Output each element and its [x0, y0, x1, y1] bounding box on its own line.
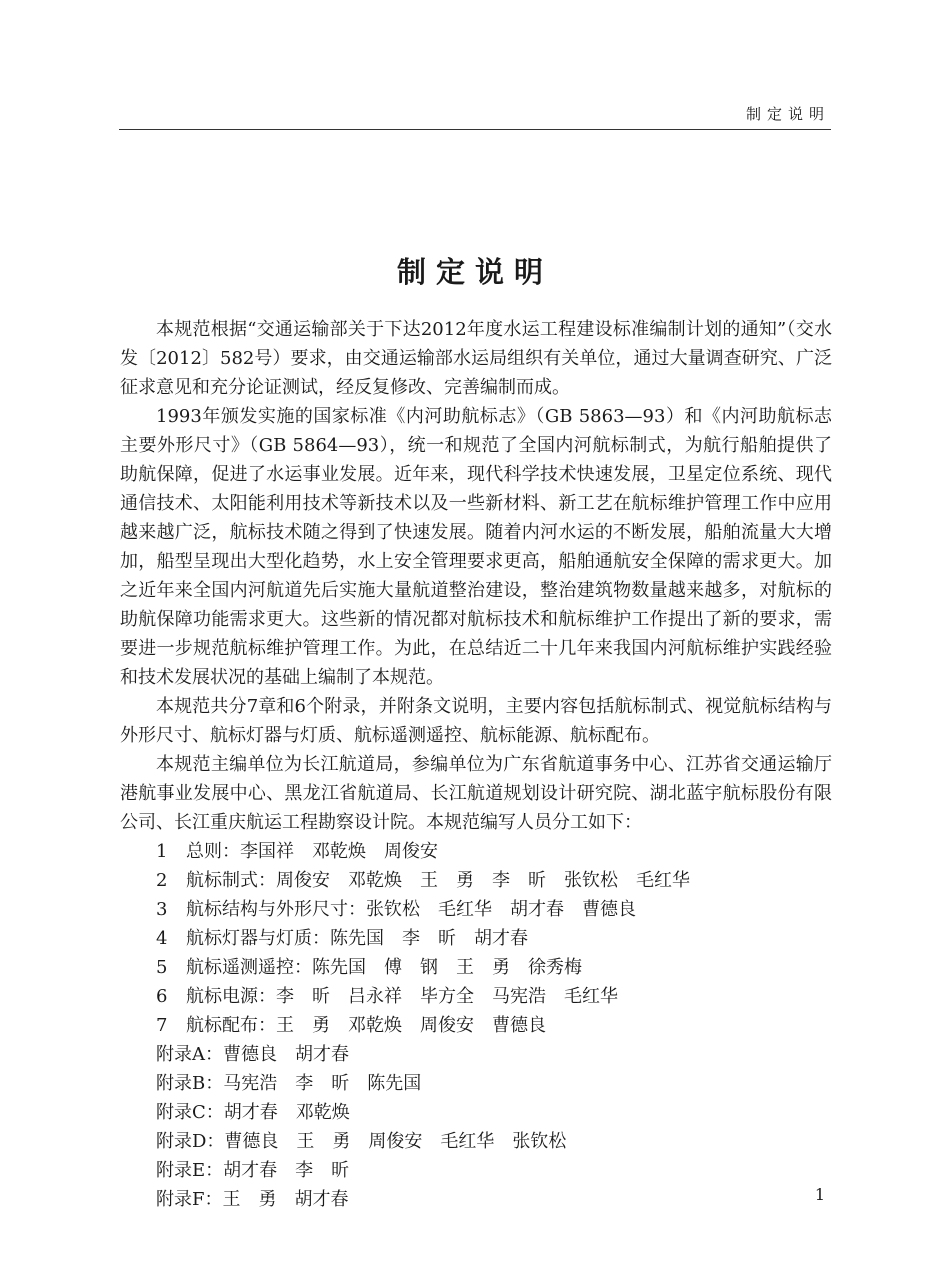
chapter-authors: 航标制式：周俊安 邓乾焕 王 勇 李 昕 张钦松 毛红华 — [186, 870, 690, 891]
list-item — [120, 924, 832, 953]
chapter-authors: 航标结构与外形尺寸：张钦松 毛红华 胡才春 曹德良 — [186, 899, 636, 920]
appendix-item: 附录F：王 勇 胡才春 — [156, 1189, 349, 1210]
chapter-number: 2 — [156, 870, 168, 891]
chapter-authors: 航标灯器与灯质：陈先国 李 昕 胡才春 — [186, 928, 528, 949]
list-item — [120, 982, 832, 1011]
body-text — [120, 315, 832, 1214]
chapter-author-list — [120, 837, 832, 1040]
appendix-item: 附录E：胡才春 李 昕 — [156, 1160, 350, 1181]
chapter-authors: 航标配布：王 勇 邓乾焕 周俊安 曹德良 — [186, 1015, 546, 1036]
chapter-number: 4 — [156, 928, 168, 949]
chapter-number: 7 — [156, 1015, 168, 1036]
list-item — [120, 837, 832, 866]
running-head: 制定说明 — [745, 105, 830, 123]
header-rule — [119, 129, 831, 130]
appendix-item: 附录D：曹德良 王 勇 周俊安 毛红华 张钦松 — [156, 1131, 567, 1152]
paragraph-background: 1993年颁发实施的国家标准《内河助航标志》（GB 5863—93）和《内河助航标志主要外形尺寸》（GB 5864—93），统一和规范了全国内河航标制式，为航行船舶提供了助航保障，促进了水运事业发展。近年来，现代科学技术快速发展，卫星定位系统、现代通信技术、太阳能利用技术等新技术以及一些新材料、新工艺在航标维护管理工作中应用越来越广泛，航标技术随之得到了快速发展。随着内河水运的不断发展，船舶流量大大增加，船型呈现出大型化趋势，水上安全管理要求更高，船舶通航安全保障的需求更大。加之近年来全国内河航道先后实施大量航道整治建设，整治建筑物数量越来越多，对航标的助航保障功能需求更大。这些新的情况都对航标技术和航标维护工作提出了新的要求，需要进一步规范航标维护管理工作。为此，在总结近二十几年来我国内河航标维护实践经验和技术发展状况的基础上编制了本规范。 — [120, 406, 832, 688]
page-title: 制定说明 — [396, 255, 553, 289]
appendix-item: 附录B：马宪浩 李 昕 陈先国 — [156, 1073, 422, 1094]
chapter-number: 5 — [156, 957, 168, 978]
paragraph-intro: 本规范根据“交通运输部关于下达2012年度水运工程建设标准编制计划的通知”（交水发〔2012〕582号）要求，由交通运输部水运局组织有关单位，通过大量调查研究、广泛征求意见和充分论证测试，经反复修改、完善编制而成。 — [120, 319, 832, 398]
paragraph-units: 本规范主编单位为长江航道局，参编单位为广东省航道事务中心、江苏省交通运输厅港航事业发展中心、黑龙江省航道局、长江航道规划设计研究院、湖北蓝宇航标股份有限公司、长江重庆航运工程勘察设计院。本规范编写人员分工如下： — [120, 754, 832, 833]
list-item — [120, 866, 832, 895]
appendix-item: 附录A：曹德良 胡才春 — [156, 1044, 349, 1065]
paragraph-contents: 本规范共分7章和6个附录，并附条文说明，主要内容包括航标制式、视觉航标结构与外形尺寸、航标灯器与灯质、航标遥测遥控、航标能源、航标配布。 — [120, 696, 832, 746]
chapter-number: 6 — [156, 986, 168, 1007]
chapter-authors: 航标电源：李 昕 吕永祥 毕方全 马宪浩 毛红华 — [186, 986, 618, 1007]
chapter-authors: 总则：李国祥 邓乾焕 周俊安 — [186, 841, 438, 862]
list-item — [120, 953, 832, 982]
list-item — [120, 1011, 832, 1040]
appendix-author-list — [120, 1040, 832, 1214]
chapter-authors: 航标遥测遥控：陈先国 傅 钢 王 勇 徐秀梅 — [186, 957, 582, 978]
chapter-number: 1 — [156, 841, 168, 862]
chapter-number: 3 — [156, 899, 168, 920]
page-number: 1 — [814, 1185, 825, 1204]
appendix-item: 附录C：胡才春 邓乾焕 — [156, 1102, 350, 1123]
list-item — [120, 895, 832, 924]
